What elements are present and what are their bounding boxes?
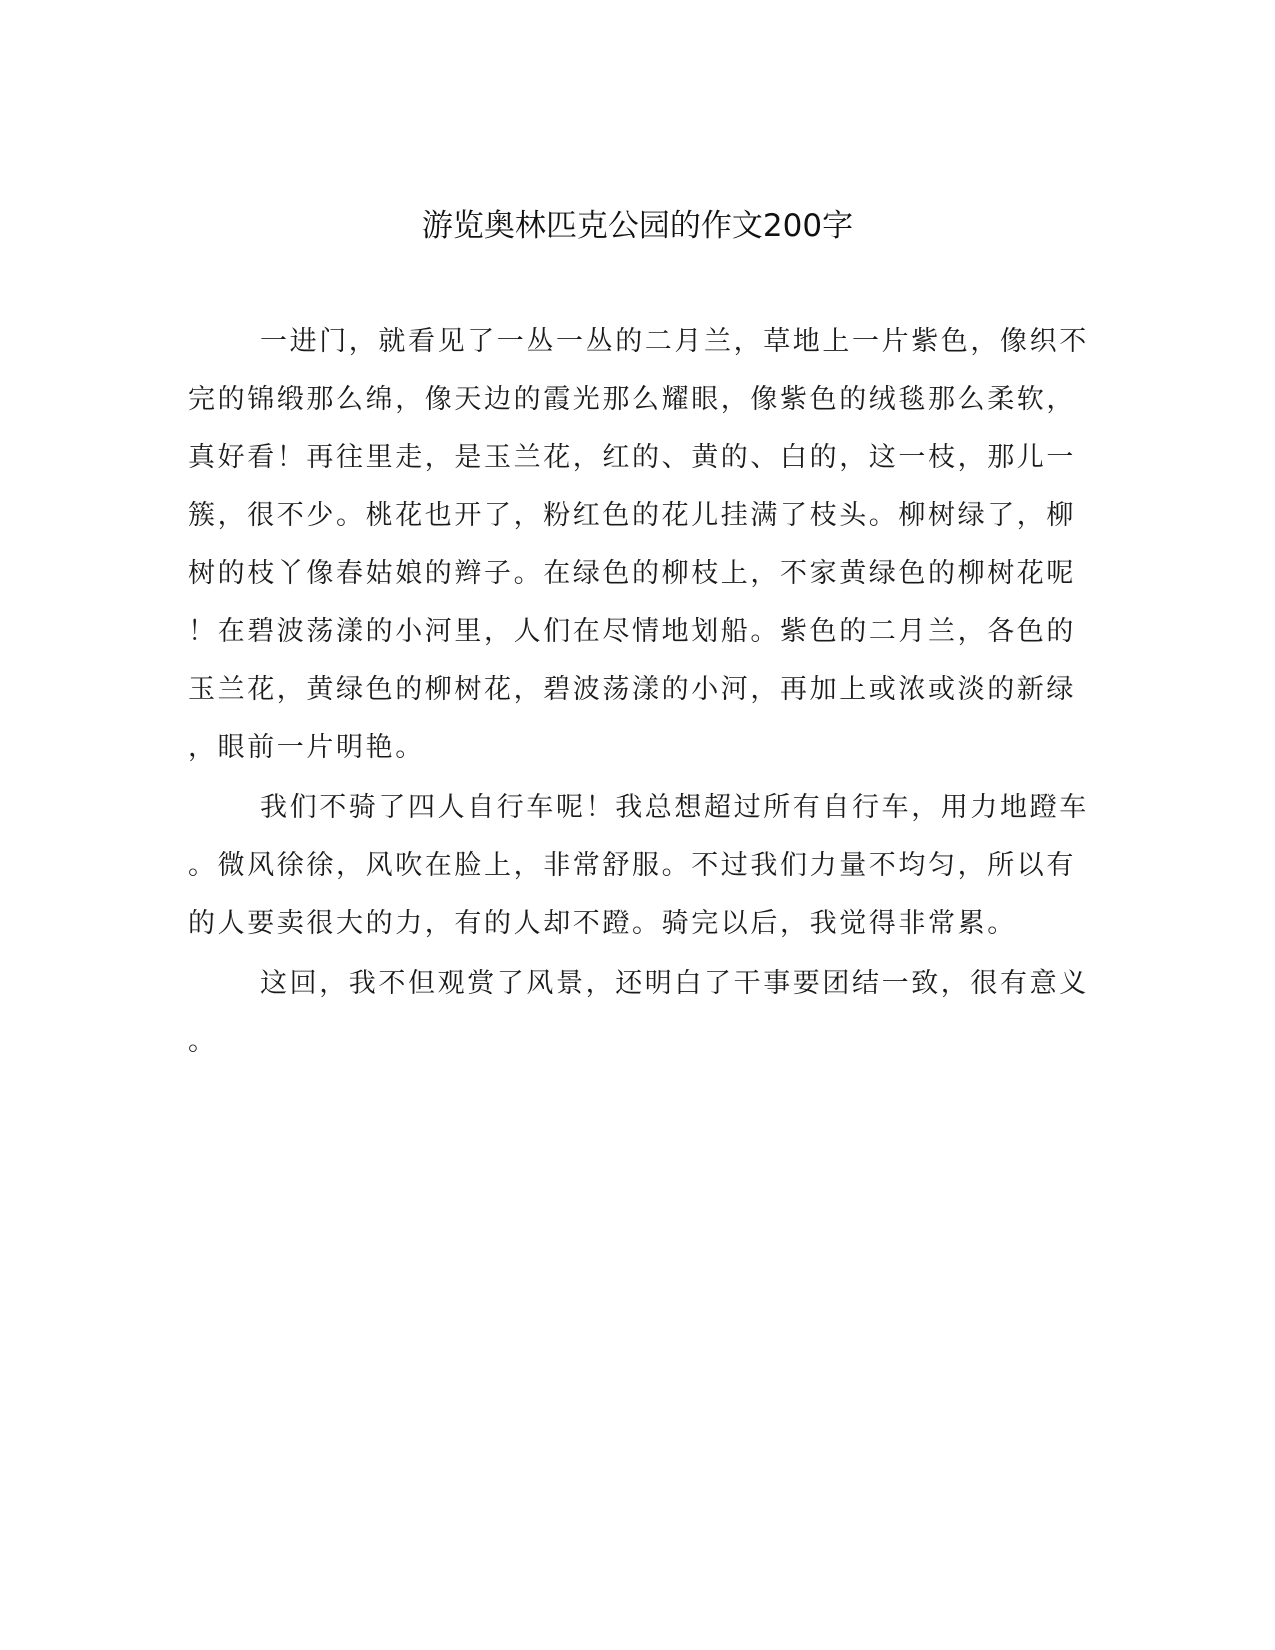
- paragraph-1-line-2: 完的锦缎那么绵，像天边的霞光那么耀眼，像紫色的绒毯那么柔软，: [188, 384, 1076, 415]
- paragraph-1-line-1: 一进门，就看见了一丛一丛的二月兰，草地上一片紫色，像织不: [260, 326, 1089, 357]
- paragraph-1-line-6: ！在碧波荡漾的小河里，人们在尽情地划船。紫色的二月兰，各色的: [188, 616, 1076, 647]
- paragraph-2-line-1: 我们不骑了四人自行车呢！我总想超过所有自行车，用力地蹬车: [260, 792, 1089, 823]
- paragraph-2-line-3: 的人要卖很大的力，有的人却不蹬。骑完以后，我觉得非常累。: [188, 908, 1017, 939]
- paragraph-1-line-8: ，眼前一片明艳。: [188, 732, 425, 763]
- paragraph-1-line-3: 真好看！再往里走，是玉兰花，红的、黄的、白的，这一枝，那儿一: [188, 442, 1076, 473]
- paragraph-2-line-2: 。微风徐徐，风吹在脸上，非常舒服。不过我们力量不均匀，所以有: [188, 850, 1076, 881]
- document-title: 游览奥林匹克公园的作文200字: [421, 208, 854, 244]
- paragraph-1-line-4: 簇，很不少。桃花也开了，粉红色的花儿挂满了枝头。柳树绿了，柳: [188, 500, 1076, 531]
- paragraph-1-line-5: 树的枝丫像春姑娘的辫子。在绿色的柳枝上，不家黄绿色的柳树花呢: [188, 558, 1076, 589]
- paragraph-3-line-1: 这回，我不但观赏了风景，还明白了干事要团结一致，很有意义: [260, 968, 1089, 999]
- paragraph-3-line-2: 。: [188, 1026, 218, 1057]
- paragraph-1-line-7: 玉兰花，黄绿色的柳树花，碧波荡漾的小河，再加上或浓或淡的新绿: [188, 674, 1076, 705]
